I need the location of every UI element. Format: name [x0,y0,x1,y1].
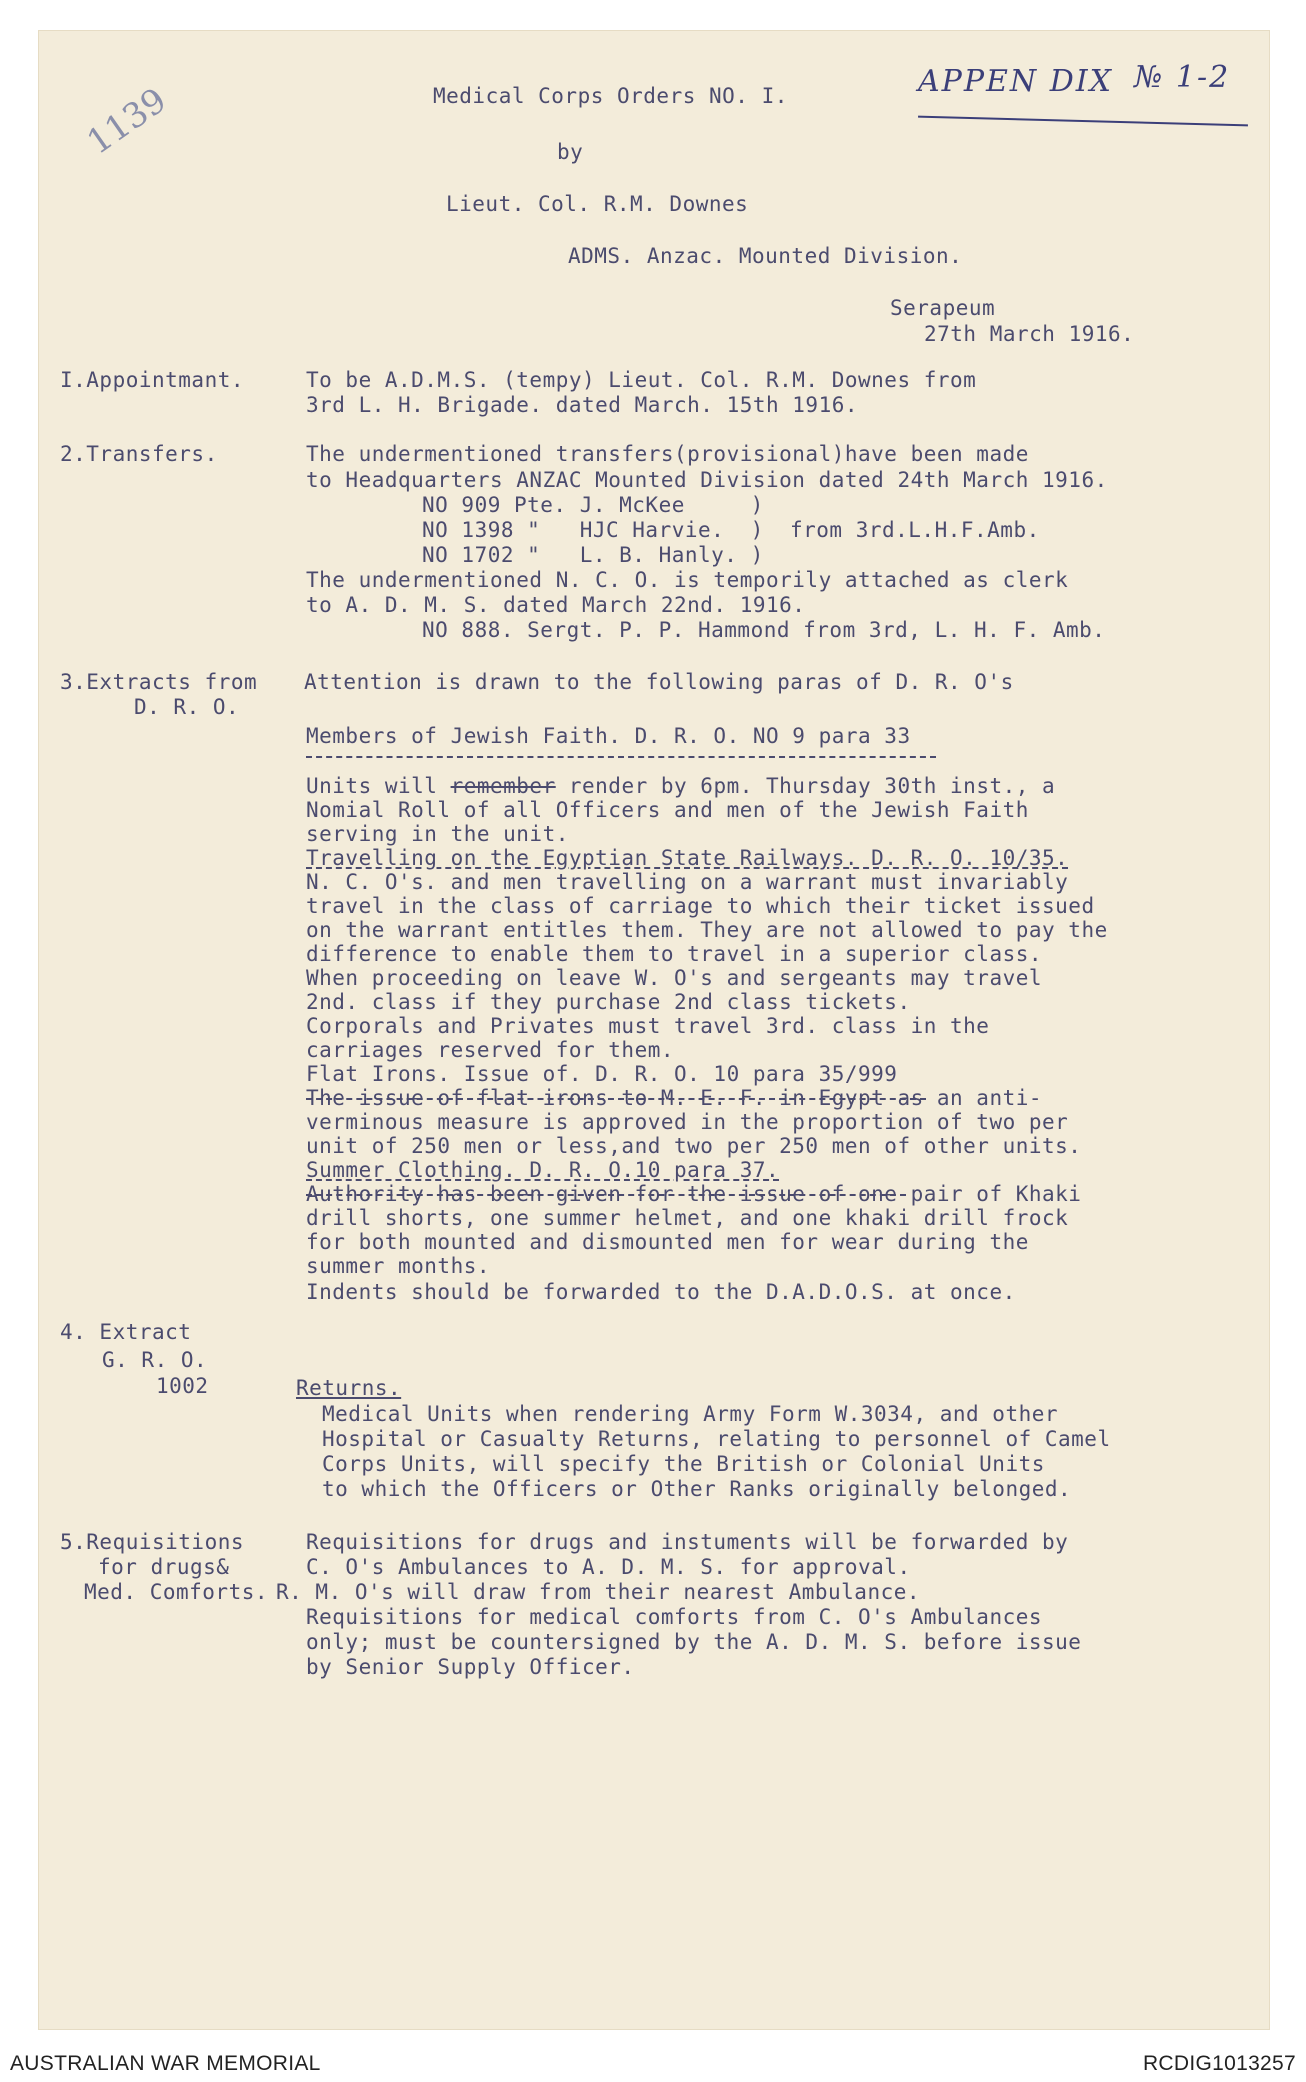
orders-officer: Lieut. Col. R.M. Downes [446,192,749,216]
section-2-line: The undermentioned transfers(provisional)have been made [306,442,1029,466]
railways-line: travel in the class of carriage to which their ticket issued [306,894,1095,918]
section-2-roll-line: NO 888. Sergt. P. P. Hammond from 3rd, L. H. F. Amb. [422,618,1106,642]
appendix-label: APPEN DIX [918,64,1113,99]
section-3-label-sub: D. R. O. [134,695,240,719]
jewish-faith-line: serving in the unit. [306,822,569,846]
jewish-faith-heading: Members of Jewish Faith. D. R. O. NO 9 para 33 [306,724,911,748]
section-5-label: 5.Requisitions [60,1530,245,1554]
orders-post: ADMS. Anzac. Mounted Division. [568,244,963,268]
indents-line: Indents should be forwarded to the D.A.D.O.S. at once. [306,1280,1016,1304]
section-2-roll-line: NO 1398 " HJC Harvie. ) from 3rd.L.H.F.Amb. [422,518,1040,542]
flat-irons-line: The issue of flat irons to M. E. F. in Egypt as an anti- [306,1086,1043,1110]
railways-line: on the warrant entitles them. They are not allowed to pay the [306,918,1108,942]
appendix-underline [918,116,1248,127]
orders-date: 27th March 1916. [924,322,1135,346]
footer-record-id: RCDIG1013257 [1142,2052,1296,2075]
section-2-line: to Headquarters ANZAC Mounted Division dated 24th March 1916. [306,468,1108,492]
struck-word: remember [450,774,556,798]
footer-institution: AUSTRALIAN WAR MEMORIAL [10,2052,321,2075]
summer-clothing-line: for both mounted and dismounted men for wear during the [306,1230,1029,1254]
flat-irons-strike [306,1098,926,1100]
section-2-line: to A. D. M. S. dated March 22nd. 1916. [306,593,806,617]
railways-line: carriages reserved for them. [306,1038,675,1062]
railways-line: N. C. O's. and men travelling on a warrant must invariably [306,870,1069,894]
units-line-start: Units will [306,774,451,798]
section-4-label-number: 1002 [156,1374,209,1398]
summer-clothing-line: drill shorts, one summer helmet, and one khaki drill frock [306,1206,1069,1230]
section-1-line: 3rd L. H. Brigade. dated March. 15th 1916. [306,393,859,417]
returns-heading: Returns. [296,1376,402,1400]
orders-place: Serapeum [890,296,996,320]
returns-line: Medical Units when rendering Army Form W.3034, and other [322,1402,1059,1426]
railways-line: Corporals and Privates must travel 3rd. class in the [306,1014,990,1038]
orders-title: Medical Corps Orders NO. I. [433,84,788,108]
railways-heading: Travelling on the Egyptian State Railways. D. R. O. 10/35. [306,846,1069,870]
section-3-label: 3.Extracts from [60,670,258,694]
railways-line: When proceeding on leave W. O's and sergeants may travel [306,966,1043,990]
orders-by: by [557,140,584,164]
railways-line: 2nd. class if they purchase 2nd class tickets. [306,990,911,1014]
section-5-label-sub: Med. Comforts. [84,1580,269,1604]
jewish-heading-rule [306,756,936,758]
requisitions-line: R. M. O's will draw from their nearest Ambulance. [276,1580,921,1604]
requisitions-line: Requisitions for drugs and instuments will be forwarded by [306,1530,1069,1554]
requisitions-line: C. O's Ambulances to A. D. M. S. for approval. [306,1555,911,1579]
jewish-faith-line: Nomial Roll of all Officers and men of the Jewish Faith [306,798,1029,822]
requisitions-line: only; must be countersigned by the A. D. M. S. before issue [306,1630,1082,1654]
returns-line: to which the Officers or Other Ranks originally belonged. [322,1477,1072,1501]
pencil-reference-number: 1139 [80,80,174,163]
units-line-end: render by 6pm. Thursday 30th inst., a [555,774,1056,798]
summer-clothing-line: summer months. [306,1254,491,1278]
summer-clothing-line: Authority has been given for the issue of one pair of Khaki [306,1182,1082,1206]
section-4-label: 4. Extract [60,1320,192,1344]
section-1-label: I.Appointmant. [60,368,245,392]
requisitions-line: Requisitions for medical comforts from C. O's Ambulances [306,1605,1043,1629]
flat-irons-heading: Flat Irons. Issue of. D. R. O. 10 para 35/999 [306,1062,898,1086]
section-3-intro: Attention is drawn to the following paras of D. R. O's [304,670,1014,694]
returns-line: Corps Units, will specify the British or Colonial Units [322,1452,1045,1476]
summer-clothing-strike [306,1194,906,1196]
section-4-label-sub: G. R. O. [102,1348,208,1372]
flat-irons-line: unit of 250 men or less,and two per 250 men of other units. [306,1134,1082,1158]
section-2-roll-line: NO 1702 " L. B. Hanly. ) [422,543,764,567]
section-1-line: To be A.D.M.S. (tempy) Lieut. Col. R.M. Downes from [306,368,977,392]
returns-line: Hospital or Casualty Returns, relating to personnel of Camel [322,1427,1111,1451]
summer-clothing-heading: Summer Clothing. D. R. O.10 para 37. [306,1158,780,1182]
section-5-label-sub: for drugs& [98,1555,230,1579]
appendix-number: № 1-2 [1134,60,1231,95]
requisitions-line: by Senior Supply Officer. [306,1655,635,1679]
section-2-line: The undermentioned N. C. O. is temporily attached as clerk [306,568,1069,592]
section-2-label: 2.Transfers. [60,442,218,466]
flat-irons-line: verminous measure is approved in the proportion of two per [306,1110,1069,1134]
railways-line: difference to enable them to travel in a superior class. [306,942,1043,966]
jewish-units-line [306,774,1055,798]
section-2-roll-line: NO 909 Pte. J. McKee ) [422,493,764,517]
document-page [38,30,1270,2030]
